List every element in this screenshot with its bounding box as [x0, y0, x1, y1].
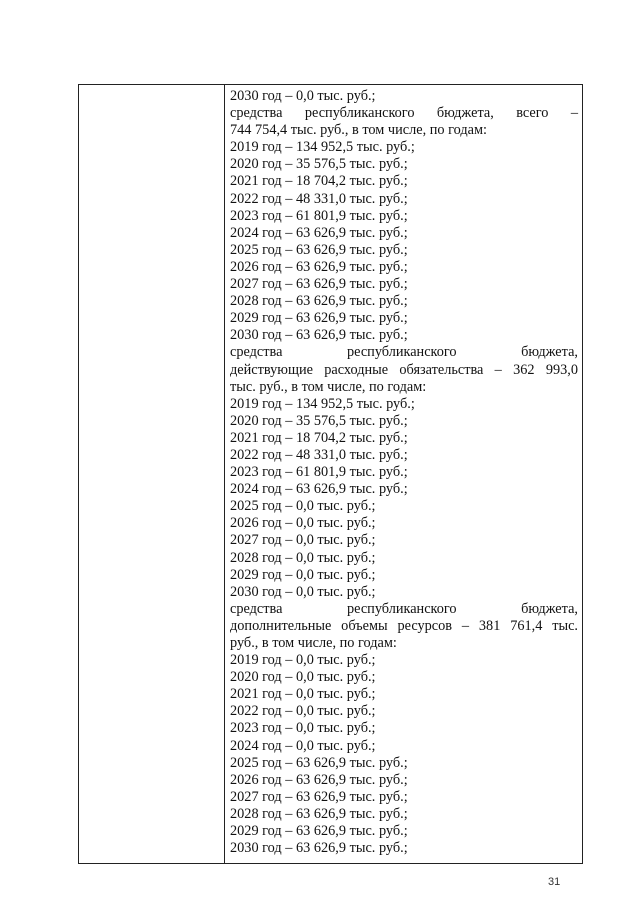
text-line: 2030 год – 0,0 тыс. руб.;	[230, 583, 376, 600]
text-line: 2028 год – 63 626,9 тыс. руб.;	[230, 805, 408, 822]
text-line: действующие расходные обязательства – 362 993,0	[230, 361, 578, 378]
text-line: 2026 год – 63 626,9 тыс. руб.;	[230, 258, 408, 275]
text-line: 2024 год – 63 626,9 тыс. руб.;	[230, 481, 408, 498]
text-line: 2023 год – 61 801,9 тыс. руб.;	[230, 464, 408, 481]
text-line: дополнительные объемы ресурсов – 381 761,4 тыс.	[230, 617, 578, 634]
text-line: 2021 год – 18 704,2 тыс. руб.;	[230, 173, 408, 190]
text-line: 2020 год – 0,0 тыс. руб.;	[230, 669, 376, 686]
text-line: 2025 год – 0,0 тыс. руб.;	[230, 498, 376, 515]
text-line: 2028 год – 0,0 тыс. руб.;	[230, 549, 376, 566]
text-line: 2027 год – 63 626,9 тыс. руб.;	[230, 276, 408, 293]
column-divider	[224, 85, 225, 863]
text-line: 2020 год – 35 576,5 тыс. руб.;	[230, 412, 408, 429]
text-line: 2024 год – 63 626,9 тыс. руб.;	[230, 224, 408, 241]
text-line: 2022 год – 48 331,0 тыс. руб.;	[230, 446, 408, 463]
text-line: руб., в том числе, по годам:	[230, 635, 397, 651]
text-line: 2030 год – 63 626,9 тыс. руб.;	[230, 327, 408, 344]
text-line: 2020 год – 35 576,5 тыс. руб.;	[230, 156, 408, 173]
text-line: 2030 год – 0,0 тыс. руб.;	[230, 88, 376, 104]
text-line: средства республиканского бюджета, всего –	[230, 105, 578, 122]
text-line: 2023 год – 61 801,9 тыс. руб.;	[230, 207, 408, 224]
text-line: 2026 год – 63 626,9 тыс. руб.;	[230, 771, 408, 788]
text-line: 2021 год – 18 704,2 тыс. руб.;	[230, 429, 408, 446]
text-line: 2029 год – 0,0 тыс. руб.;	[230, 566, 376, 583]
text-line: 2025 год – 63 626,9 тыс. руб.;	[230, 754, 408, 771]
page-number: 31	[548, 876, 561, 888]
text-line: 2027 год – 0,0 тыс. руб.;	[230, 532, 376, 549]
text-line: 2019 год – 134 952,5 тыс. руб.;	[230, 395, 415, 412]
text-line: 2019 год – 0,0 тыс. руб.;	[230, 652, 376, 669]
text-line: 2026 год – 0,0 тыс. руб.;	[230, 515, 376, 532]
text-line: 2028 год – 63 626,9 тыс. руб.;	[230, 293, 408, 310]
text-line: 2021 год – 0,0 тыс. руб.;	[230, 686, 376, 703]
text-line: 2024 год – 0,0 тыс. руб.;	[230, 737, 376, 754]
funding-text-cell	[230, 88, 578, 857]
text-line: 2027 год – 63 626,9 тыс. руб.;	[230, 788, 408, 805]
text-line: средства республиканского бюджета,	[230, 344, 578, 361]
text-line: 2029 год – 63 626,9 тыс. руб.;	[230, 823, 408, 840]
text-line: 2025 год – 63 626,9 тыс. руб.;	[230, 241, 408, 258]
text-line: 744 754,4 тыс. руб., в том числе, по годам:	[230, 122, 487, 139]
text-line: 2022 год – 0,0 тыс. руб.;	[230, 703, 376, 720]
text-line: 2019 год – 134 952,5 тыс. руб.;	[230, 139, 415, 156]
text-line: 2022 год – 48 331,0 тыс. руб.;	[230, 190, 408, 207]
text-line: тыс. руб., в том числе, по годам:	[230, 378, 427, 395]
text-line: 2023 год – 0,0 тыс. руб.;	[230, 720, 376, 737]
text-line: 2030 год – 63 626,9 тыс. руб.;	[230, 840, 408, 857]
text-line: средства республиканского бюджета,	[230, 600, 578, 617]
funding-table	[78, 84, 583, 864]
text-line: 2029 год – 63 626,9 тыс. руб.;	[230, 310, 408, 327]
